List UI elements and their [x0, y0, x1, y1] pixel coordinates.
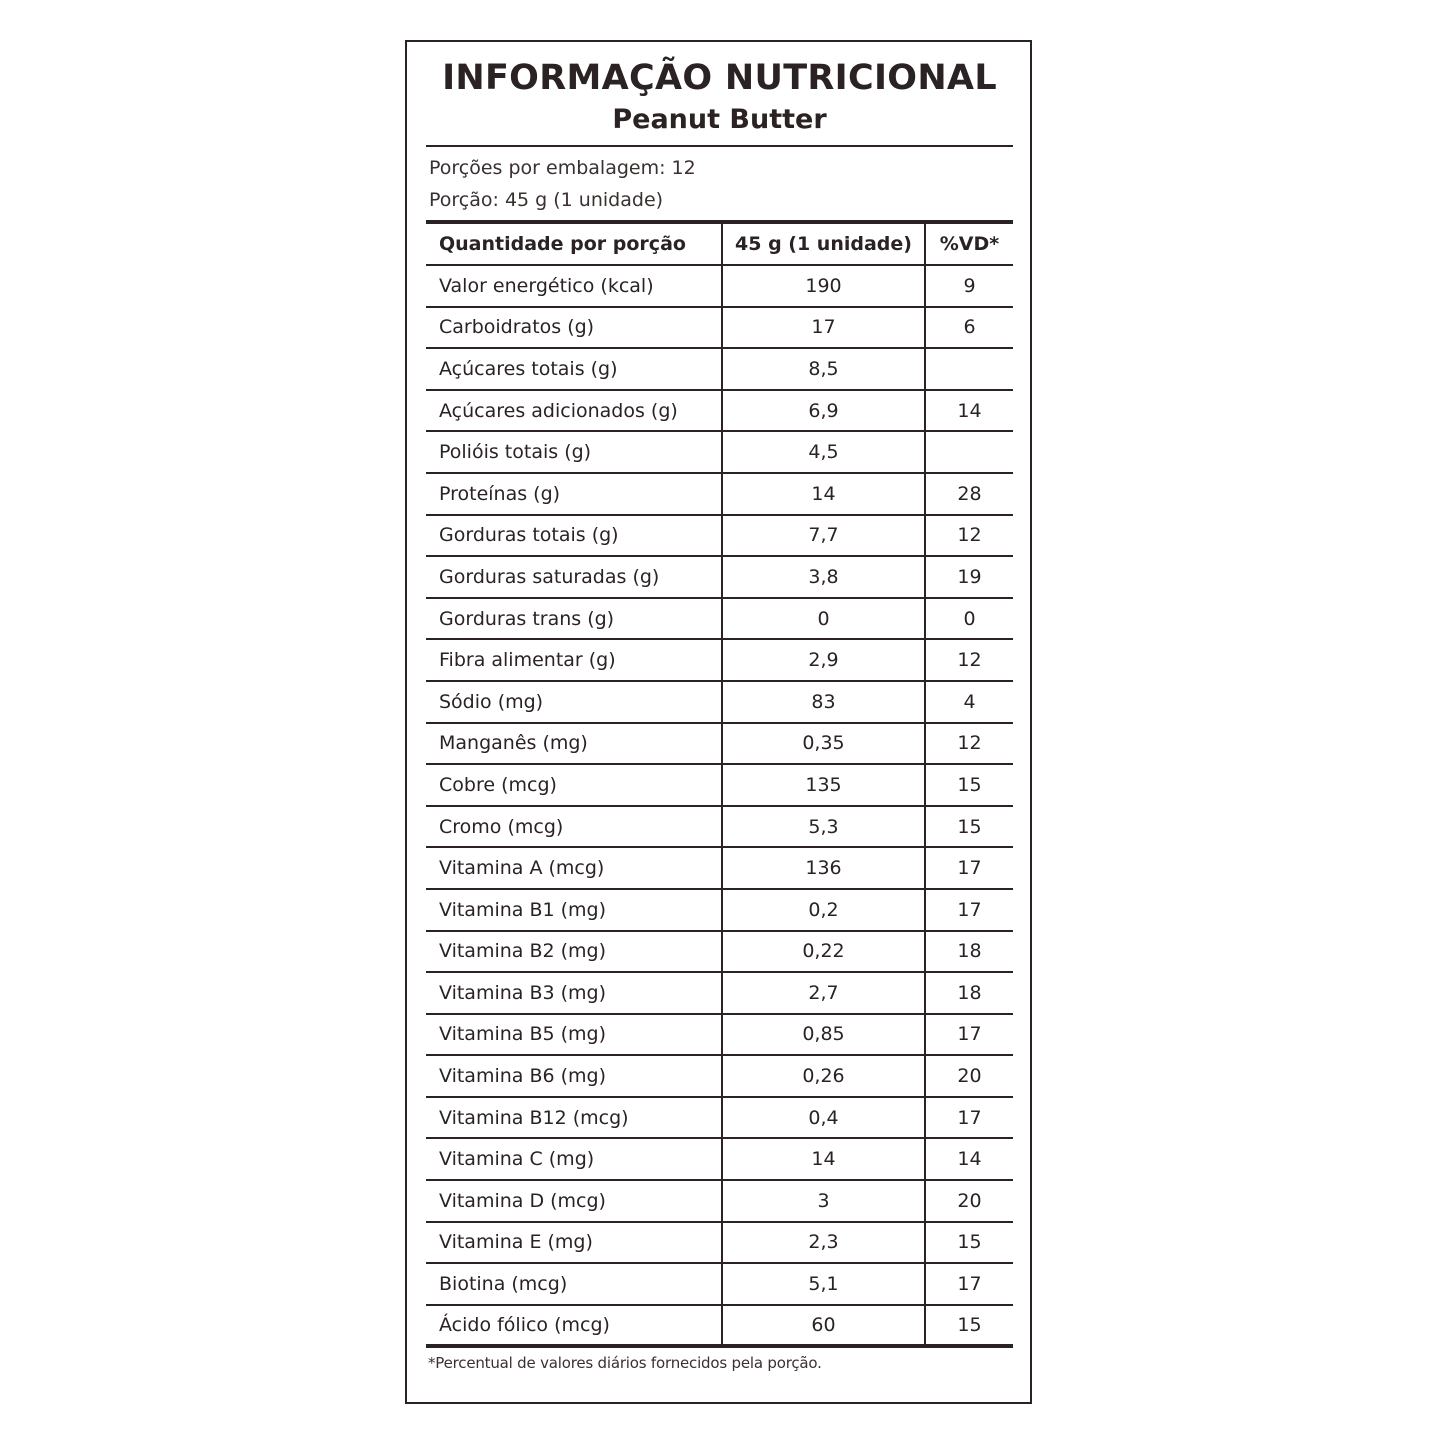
table-row	[426, 431, 1013, 473]
serving-size: Porção: 45 g (1 unidade)	[429, 189, 664, 211]
nutrient-amount: 2,3	[722, 1222, 925, 1264]
table-row	[426, 1138, 1013, 1180]
nutrient-amount: 2,9	[722, 639, 925, 681]
nutrient-daily-value: 12	[925, 639, 1013, 681]
table-row	[426, 598, 1013, 640]
nutrient-amount: 0,2	[722, 889, 925, 931]
nutrient-daily-value: 4	[925, 681, 1013, 723]
nutrient-name: Vitamina C (mg)	[426, 1138, 722, 1180]
nutrition-label-content	[426, 42, 1013, 1372]
nutrient-name: Proteínas (g)	[426, 473, 722, 515]
header-amount: 45 g (1 unidade)	[722, 224, 925, 265]
nutrient-daily-value: 0	[925, 598, 1013, 640]
label-title: INFORMAÇÃO NUTRICIONAL	[442, 58, 997, 98]
table-row	[426, 972, 1013, 1014]
table-row	[426, 931, 1013, 973]
nutrient-amount: 60	[722, 1305, 925, 1347]
nutrient-daily-value: 12	[925, 515, 1013, 557]
nutrient-daily-value: 17	[925, 889, 1013, 931]
nutrient-amount: 135	[722, 764, 925, 806]
nutrient-amount: 83	[722, 681, 925, 723]
nutrient-amount: 0,4	[722, 1097, 925, 1139]
table-row	[426, 348, 1013, 390]
nutrient-amount: 136	[722, 847, 925, 889]
nutrient-name: Vitamina B5 (mg)	[426, 1014, 722, 1056]
nutrient-amount: 3,8	[722, 556, 925, 598]
nutrient-name: Biotina (mcg)	[426, 1263, 722, 1305]
nutrient-name: Gorduras saturadas (g)	[426, 556, 722, 598]
nutrient-name: Cromo (mcg)	[426, 806, 722, 848]
table-row	[426, 639, 1013, 681]
nutrient-daily-value: 18	[925, 931, 1013, 973]
table-row	[426, 847, 1013, 889]
nutrient-amount: 8,5	[722, 348, 925, 390]
table-row	[426, 889, 1013, 931]
table-row	[426, 1180, 1013, 1222]
table-row	[426, 806, 1013, 848]
nutrient-name: Açúcares adicionados (g)	[426, 390, 722, 432]
nutrient-daily-value: 9	[925, 265, 1013, 307]
nutrient-amount: 0,22	[722, 931, 925, 973]
table-row	[426, 764, 1013, 806]
nutrient-daily-value: 14	[925, 1138, 1013, 1180]
table-row	[426, 473, 1013, 515]
nutrient-name: Ácido fólico (mcg)	[426, 1305, 722, 1347]
nutrition-table	[426, 224, 1013, 1348]
nutrient-name: Vitamina B6 (mg)	[426, 1055, 722, 1097]
servings-per-package: Porções por embalagem: 12	[429, 157, 696, 179]
nutrient-daily-value	[925, 431, 1013, 473]
nutrient-amount: 7,7	[722, 515, 925, 557]
table-body	[426, 265, 1013, 1346]
table-row	[426, 723, 1013, 765]
nutrient-daily-value: 18	[925, 972, 1013, 1014]
header-nutrient: Quantidade por porção	[426, 224, 722, 265]
nutrient-daily-value: 17	[925, 847, 1013, 889]
nutrient-name: Açúcares totais (g)	[426, 348, 722, 390]
nutrient-name: Vitamina B2 (mg)	[426, 931, 722, 973]
table-row	[426, 1014, 1013, 1056]
nutrient-name: Sódio (mg)	[426, 681, 722, 723]
nutrient-name: Gorduras totais (g)	[426, 515, 722, 557]
table-row	[426, 1263, 1013, 1305]
nutrient-amount: 6,9	[722, 390, 925, 432]
nutrient-name: Carboidratos (g)	[426, 307, 722, 349]
table-row	[426, 1305, 1013, 1347]
nutrient-daily-value: 15	[925, 1305, 1013, 1347]
table-row	[426, 1097, 1013, 1139]
footnote: *Percentual de valores diários fornecidos pela porção.	[428, 1354, 822, 1373]
nutrient-daily-value: 20	[925, 1055, 1013, 1097]
table-row	[426, 265, 1013, 307]
nutrient-name: Vitamina D (mcg)	[426, 1180, 722, 1222]
nutrient-amount: 4,5	[722, 431, 925, 473]
nutrient-amount: 0,35	[722, 723, 925, 765]
table-row	[426, 307, 1013, 349]
nutrient-amount: 2,7	[722, 972, 925, 1014]
table-header-row	[426, 224, 1013, 265]
serving-info	[426, 152, 1013, 216]
nutrient-daily-value: 28	[925, 473, 1013, 515]
nutrient-daily-value: 17	[925, 1097, 1013, 1139]
table-row	[426, 1055, 1013, 1097]
nutrient-daily-value: 15	[925, 806, 1013, 848]
table-row	[426, 681, 1013, 723]
nutrient-daily-value: 12	[925, 723, 1013, 765]
nutrient-daily-value: 17	[925, 1263, 1013, 1305]
nutrient-daily-value: 6	[925, 307, 1013, 349]
nutrient-amount: 14	[722, 1138, 925, 1180]
nutrient-name: Vitamina B12 (mcg)	[426, 1097, 722, 1139]
table-row	[426, 556, 1013, 598]
nutrient-name: Vitamina A (mcg)	[426, 847, 722, 889]
nutrient-amount: 5,1	[722, 1263, 925, 1305]
nutrient-daily-value: 17	[925, 1014, 1013, 1056]
nutrient-name: Vitamina B1 (mg)	[426, 889, 722, 931]
nutrient-name: Vitamina E (mg)	[426, 1222, 722, 1264]
nutrient-name: Fibra alimentar (g)	[426, 639, 722, 681]
nutrient-amount: 0,85	[722, 1014, 925, 1056]
nutrient-daily-value: 15	[925, 764, 1013, 806]
nutrient-daily-value: 14	[925, 390, 1013, 432]
nutrient-amount: 3	[722, 1180, 925, 1222]
table-row	[426, 515, 1013, 557]
nutrient-daily-value: 19	[925, 556, 1013, 598]
nutrient-name: Valor energético (kcal)	[426, 265, 722, 307]
nutrient-name: Gorduras trans (g)	[426, 598, 722, 640]
nutrient-amount: 0,26	[722, 1055, 925, 1097]
nutrient-amount: 14	[722, 473, 925, 515]
nutrient-daily-value: 15	[925, 1222, 1013, 1264]
nutrient-name: Vitamina B3 (mg)	[426, 972, 722, 1014]
nutrient-name: Manganês (mg)	[426, 723, 722, 765]
product-name: Peanut Butter	[612, 104, 827, 135]
nutrient-daily-value: 20	[925, 1180, 1013, 1222]
nutrient-amount: 17	[722, 307, 925, 349]
divider	[426, 145, 1013, 147]
nutrient-name: Cobre (mcg)	[426, 764, 722, 806]
table-row	[426, 1222, 1013, 1264]
header-dv: %VD*	[925, 224, 1013, 265]
nutrient-amount: 5,3	[722, 806, 925, 848]
nutrient-amount: 0	[722, 598, 925, 640]
nutrient-name: Polióis totais (g)	[426, 431, 722, 473]
nutrient-amount: 190	[722, 265, 925, 307]
nutrient-daily-value	[925, 348, 1013, 390]
table-row	[426, 390, 1013, 432]
nutrition-label	[405, 40, 1032, 1404]
